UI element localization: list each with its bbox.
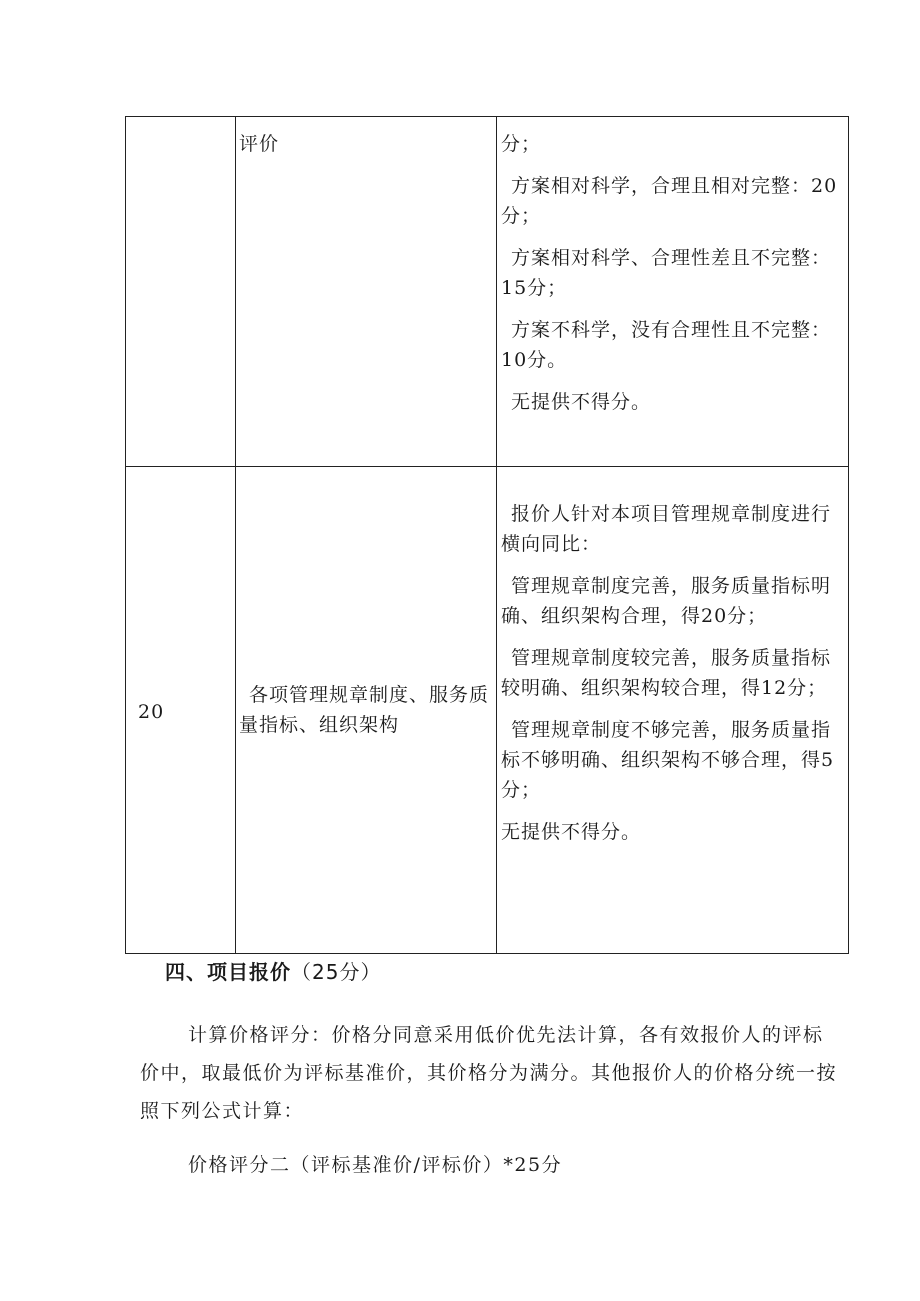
criteria-line: 管理规章制度完善，服务质量指标明确、组织架构合理，得20分； (501, 575, 832, 627)
section-heading (165, 956, 381, 985)
criteria-line: 分； (501, 133, 542, 155)
section-heading-points: （25分） (291, 960, 382, 984)
row2-item-cell: 各项管理规章制度、服务质量指标、组织架构 (239, 684, 490, 736)
criteria-line: 报价人针对本项目管理规章制度进行横向同比： (501, 503, 832, 555)
row1-item-cell: 评价 (239, 133, 280, 155)
criteria-line: 无提供不得分。 (511, 391, 652, 413)
criteria-line: 方案相对科学、合理性差且不完整：15分； (501, 247, 832, 299)
row-divider (126, 466, 848, 467)
scoring-table (125, 116, 849, 954)
criteria-line: 管理规章制度较完善，服务质量指标较明确、组织架构较合理，得12分； (501, 647, 832, 699)
column-divider (496, 117, 497, 953)
row1-criteria-cell (501, 129, 846, 429)
row2-score-cell: 20 (138, 701, 165, 723)
criteria-line: 管理规章制度不够完善，服务质量指标不够明确、组织架构不够合理，得5分； (501, 719, 835, 801)
criteria-line: 无提供不得分。 (501, 821, 642, 843)
criteria-line: 方案相对科学，合理且相对完整：20分； (501, 175, 838, 227)
price-formula: 价格评分二（评标基准价/评标价）*25分 (188, 1154, 563, 1176)
price-scoring-paragraph: 计算价格评分：价格分同意采用低价优先法计算，各有效报价人的评标价中，取最低价为评标基准价，其价格分为满分。其他报价人的价格分统一按照下列公式计算： (140, 1024, 838, 1122)
section-heading-title: 四、项目报价 (165, 960, 291, 984)
column-divider (235, 117, 236, 953)
criteria-line: 方案不科学，没有合理性且不完整：10分。 (501, 319, 832, 371)
row2-criteria-cell (501, 499, 846, 859)
